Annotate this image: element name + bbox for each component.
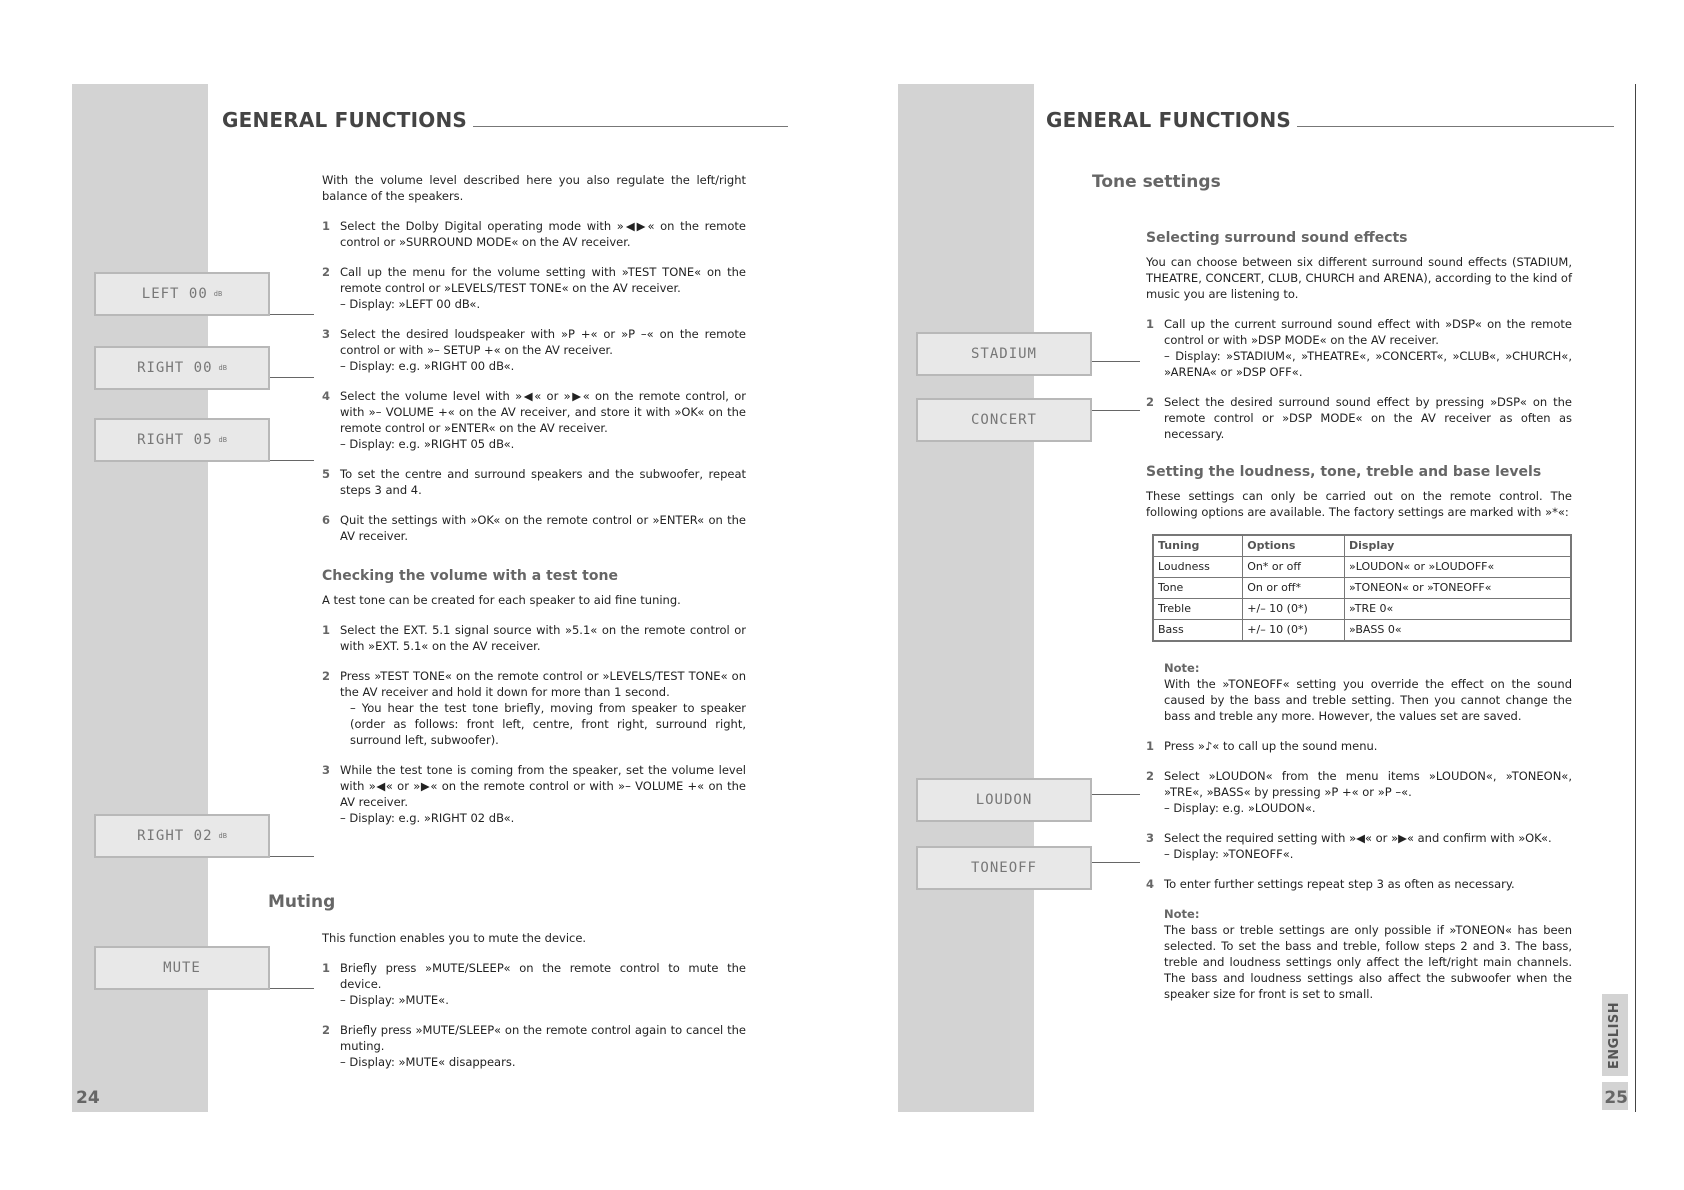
test-tone-intro: A test tone can be created for each speaker to aid fine tuning. bbox=[322, 593, 681, 607]
table-row: Treble +/– 10 (0*) »TRE 0« bbox=[1153, 599, 1571, 620]
leader-line bbox=[270, 377, 314, 378]
test-tone-step: 3 While the test tone is coming from the speaker, set the volume level with »◀« or »▶« on the remote control or with »– VOLUME +« on the AV receiver. – Display: e.g. »RIGHT 02 dB«. bbox=[322, 763, 746, 825]
leader-line bbox=[270, 988, 314, 989]
table-row: Loudness On* or off »LOUDON« or »LOUDOFF« bbox=[1153, 557, 1571, 578]
note-block: Note: The bass or treble settings are only possible if »TONEON« has been selected. To set the bass and treble, follow steps 2 and 3. The bass, treble and loudness settings only affect the left/right main channels. The bass and loudness settings also affect the subwoofer when the speaker size for front is set to small. bbox=[1164, 907, 1572, 1001]
note-block: Note: With the »TONEOFF« setting you override the effect on the sound caused by the bass and treble setting. Then you cannot change the bass and treble any more. However, the values set are saved. bbox=[1164, 661, 1572, 723]
left-header-title: GENERAL FUNCTIONS bbox=[222, 108, 468, 132]
left-header bbox=[222, 108, 788, 132]
right-header-title: GENERAL FUNCTIONS bbox=[1046, 108, 1292, 132]
right-header bbox=[1046, 108, 1614, 132]
tone-table bbox=[1152, 534, 1572, 642]
left-page bbox=[72, 84, 792, 1112]
muting-heading: Muting bbox=[268, 892, 336, 912]
lcd-display: STADIUM bbox=[916, 332, 1092, 376]
table-header-row: Tuning Options Display bbox=[1153, 535, 1571, 557]
table-row: Tone On or off* »TONEON« or »TONEOFF« bbox=[1153, 578, 1571, 599]
header-rule bbox=[1297, 126, 1614, 127]
lcd-display: LEFT 00 dB bbox=[94, 272, 270, 316]
lcd-display: RIGHT 02 dB bbox=[94, 814, 270, 858]
right-sidebar-band bbox=[898, 84, 1034, 1112]
surround-heading: Selecting surround sound effects bbox=[1146, 230, 1408, 246]
page-number: 24 bbox=[76, 1088, 100, 1108]
right-page bbox=[898, 84, 1634, 1112]
page-number: 25 bbox=[1604, 1088, 1628, 1108]
lcd-display: CONCERT bbox=[916, 398, 1092, 442]
surround-step: 1 Call up the current surround sound effect with »DSP« on the remote control or with »DSP MODE« on the AV receiver. – Display: »STADIUM«, »THEATRE«, »CONCERT«, »CLUB«, »CHURCH«, »ARENA« or »DSP OFF«. bbox=[1146, 317, 1572, 379]
tone-step: 1 Press »♪« to call up the sound menu. bbox=[1146, 739, 1378, 753]
volume-step: 4 Select the volume level with »◀« or »▶« on the remote control, or with »– VOLUME +« on the AV receiver, and store it with »OK« on the remote control or »ENTER« on the AV receiver. – Display: e.g. »RIGHT 05 dB«. bbox=[322, 389, 746, 451]
note-text: The bass or treble settings are only possible if »TONEON« has been selected. To set the bass and treble, follow steps 2 and 3. The bass, treble and loudness settings only affect the left/right main channels. The bass and loudness settings also affect the subwoofer when the speaker size for front is set to small. bbox=[1164, 923, 1572, 1001]
loudness-heading: Setting the loudness, tone, treble and base levels bbox=[1146, 464, 1542, 480]
volume-step: 6 Quit the settings with »OK« on the remote control or »ENTER« on the AV receiver. bbox=[322, 513, 746, 543]
surround-step: 2 Select the desired surround sound effect by pressing »DSP« on the remote control or »DSP MODE« on the AV receiver as often as necessary. bbox=[1146, 395, 1572, 441]
volume-intro: With the volume level described here you also regulate the left/right balance of the speakers. bbox=[322, 173, 746, 203]
leader-line bbox=[270, 460, 314, 461]
leader-line bbox=[1092, 361, 1140, 362]
right-edge-rule bbox=[1635, 84, 1636, 1112]
tone-settings-heading: Tone settings bbox=[1092, 172, 1221, 192]
lcd-display: RIGHT 05 dB bbox=[94, 418, 270, 462]
test-tone-step: 1 Select the EXT. 5.1 signal source with »5.1« on the remote control or with »EXT. 5.1« on the AV receiver. bbox=[322, 623, 746, 653]
muting-step: 2 Briefly press »MUTE/SLEEP« on the remote control again to cancel the muting. – Display: »MUTE« disappears. bbox=[322, 1023, 746, 1069]
leader-line bbox=[1092, 410, 1140, 411]
right-main-column bbox=[1146, 230, 1572, 1016]
lcd-display: TONEOFF bbox=[916, 846, 1092, 890]
muting-intro: This function enables you to mute the device. bbox=[322, 931, 587, 945]
volume-step: 2 Call up the menu for the volume setting with »TEST TONE« on the remote control or »LEVELS/TEST TONE« on the AV receiver. – Display: »LEFT 00 dB«. bbox=[322, 265, 746, 311]
lcd-display: RIGHT 00 dB bbox=[94, 346, 270, 390]
tone-step: 2 Select »LOUDON« from the menu items »LOUDON«, »TONEON«, »TRE«, »BASS« by pressing »P +« or »P –«. – Display: e.g. »LOUDON«. bbox=[1146, 769, 1572, 815]
test-tone-step: 2 Press »TEST TONE« on the remote control or »LEVELS/TEST TONE« on the AV receiver and hold it down for more than 1 second. – You hear the test tone briefly, moving from speaker to speaker (order as follows: front left, centre, front right, surround right, surround left, subwoofer). bbox=[322, 669, 746, 747]
language-tab: ENGLISH bbox=[1607, 1001, 1623, 1069]
leader-line bbox=[270, 314, 314, 315]
table-row: Bass +/– 10 (0*) »BASS 0« bbox=[1153, 620, 1571, 642]
volume-step: 1 Select the Dolby Digital operating mode with »◀▶« on the remote control or »SURROUND MODE« on the AV receiver. bbox=[322, 219, 746, 249]
header-rule bbox=[473, 126, 788, 127]
muting-column bbox=[322, 930, 746, 1084]
tone-step: 4 To enter further settings repeat step 3 as often as necessary. bbox=[1146, 877, 1515, 891]
surround-intro: You can choose between six different surround sound effects (STADIUM, THEATRE, CONCERT, CLUB, CHURCH and ARENA), according to the kind of music you are listening to. bbox=[1146, 255, 1572, 301]
loudness-intro: These settings can only be carried out on the remote control. The following options are available. The factory settings are marked with »*«: bbox=[1146, 489, 1572, 519]
tone-step: 3 Select the required setting with »◀« or »▶« and confirm with »OK«. – Display: »TONEOFF«. bbox=[1146, 831, 1552, 861]
leader-line bbox=[1092, 794, 1140, 795]
lcd-display: LOUDON bbox=[916, 778, 1092, 822]
volume-step: 5 To set the centre and surround speakers and the subwoofer, repeat steps 3 and 4. bbox=[322, 467, 746, 497]
muting-step: 1 Briefly press »MUTE/SLEEP« on the remote control to mute the device. – Display: »MUTE«. bbox=[322, 961, 746, 1007]
leader-line bbox=[1092, 862, 1140, 863]
note-text: With the »TONEOFF« setting you override the effect on the sound caused by the bass and treble setting. Then you cannot change the bass and treble any more. However, the values set are saved. bbox=[1164, 677, 1572, 723]
test-tone-heading: Checking the volume with a test tone bbox=[322, 568, 618, 584]
volume-step: 3 Select the desired loudspeaker with »P +« or »P –« on the remote control or with »– SETUP +« on the AV receiver. – Display: e.g. »RIGHT 00 dB«. bbox=[322, 327, 746, 373]
leader-line bbox=[270, 856, 314, 857]
lcd-display: MUTE bbox=[94, 946, 270, 990]
left-main-column bbox=[322, 172, 746, 840]
